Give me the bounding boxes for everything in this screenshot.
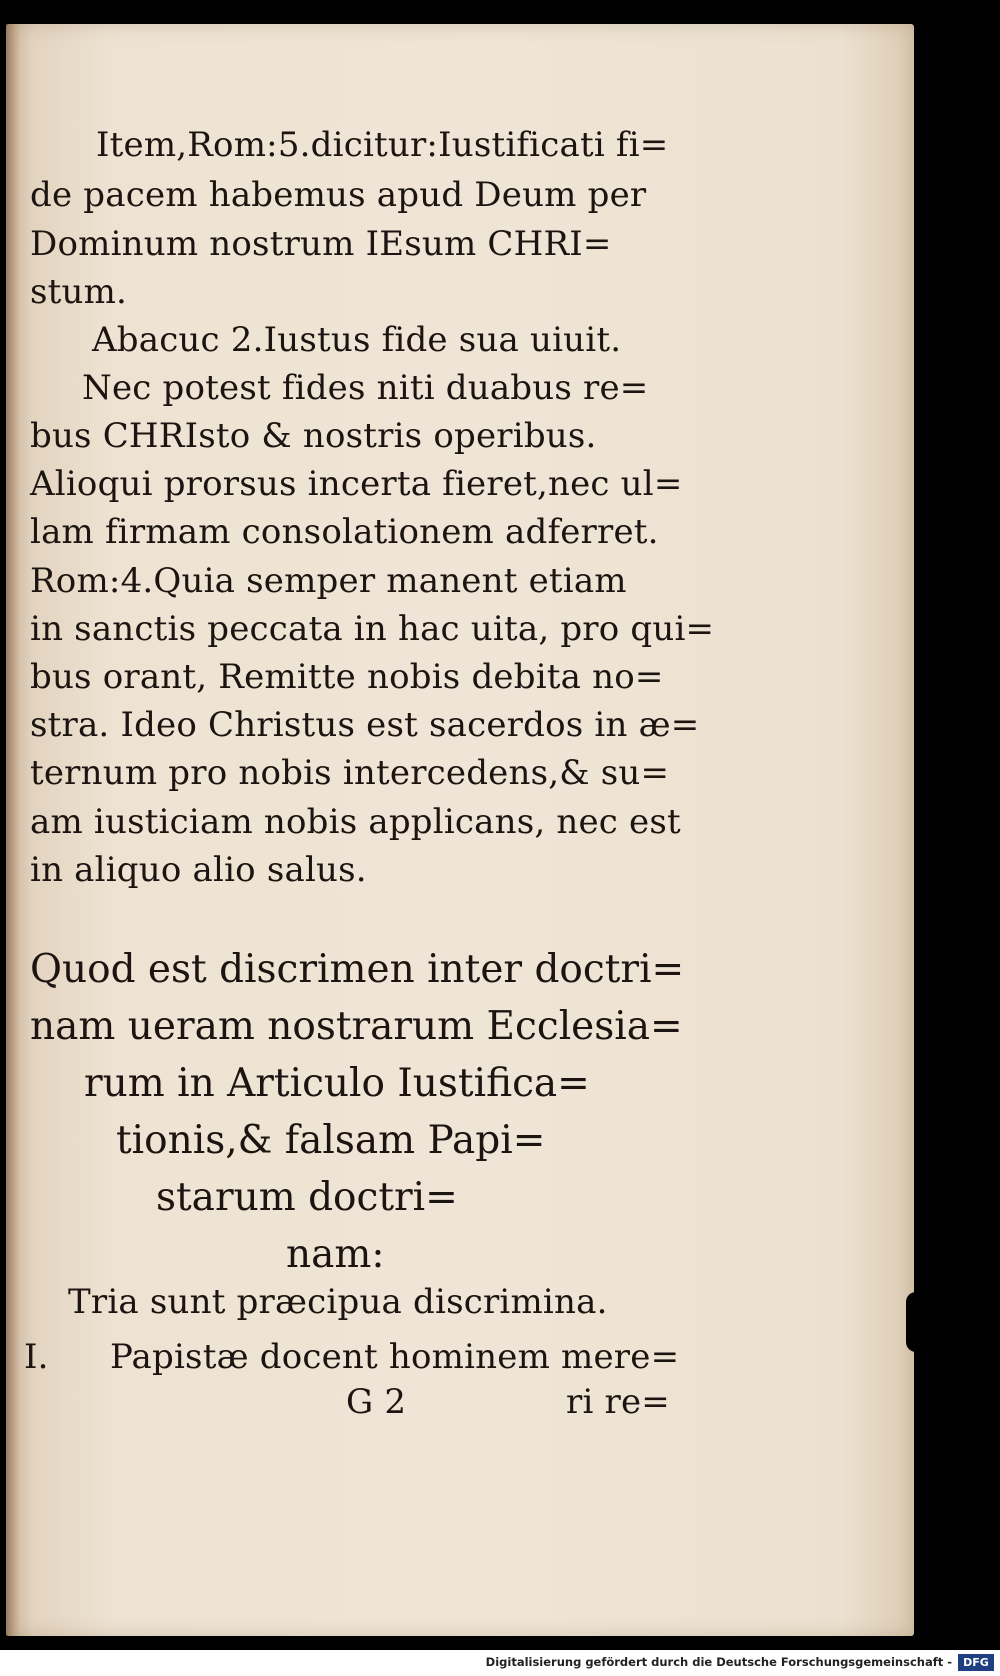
body-line: bus orant, Remitte nobis debita no= (30, 657, 664, 697)
body-line: in aliquo alio salus. (30, 850, 367, 890)
body-line: Alioqui prorsus incerta fieret,nec ul= (30, 464, 683, 504)
body-line: in sanctis peccata in hac uita, pro qui= (30, 609, 715, 649)
catchword: ri re= (566, 1382, 670, 1422)
funding-credit: Digitalisierung gefördert durch die Deutsche Forschungsgemeinschaft - (485, 1655, 952, 1669)
section-heading-line: rum in Articulo Iustifica= (84, 1061, 590, 1106)
body-line: Dominum nostrum IEsum CHRI= (30, 224, 612, 264)
body-line: Nec potest fides niti duabus re= (82, 368, 649, 408)
section-heading-line: Quod est discrimen inter doctri= (30, 947, 685, 992)
page-text (6, 24, 914, 1636)
body-line: Tria sunt præcipua discrimina. (68, 1282, 608, 1322)
section-heading-line: tionis,& falsam Papi= (116, 1118, 546, 1163)
body-line: stum. (30, 272, 128, 312)
section-heading-line: nam ueram nostrarum Ecclesia= (30, 1004, 683, 1049)
body-line: Item,Rom:5.dicitur:Iustificati fi= (96, 125, 669, 165)
body-line: Abacuc 2.Iustus fide sua uiuit. (92, 320, 622, 360)
body-line: lam firmam consolationem adferret. (30, 512, 659, 552)
section-heading-line: starum doctri= (156, 1175, 458, 1220)
body-line: Rom:4.Quia semper manent etiam (30, 561, 627, 601)
body-line: ternum pro nobis intercedens,& su= (30, 753, 670, 793)
book-page (6, 24, 914, 1636)
body-line: bus CHRIsto & nostris operibus. (30, 416, 597, 456)
signature-mark: G 2 (346, 1382, 407, 1422)
marginal-numeral: I. (24, 1337, 49, 1377)
section-heading-line: nam: (286, 1232, 385, 1277)
dfg-logo: DFG (958, 1654, 994, 1671)
body-line: stra. Ideo Christus est sacerdos in æ= (30, 705, 700, 745)
body-line: am iusticiam nobis applicans, nec est (30, 802, 681, 842)
digitization-footer (0, 1650, 1000, 1676)
body-line: de pacem habemus apud Deum per (30, 175, 647, 215)
body-line: Papistæ docent hominem mere= (110, 1337, 680, 1377)
